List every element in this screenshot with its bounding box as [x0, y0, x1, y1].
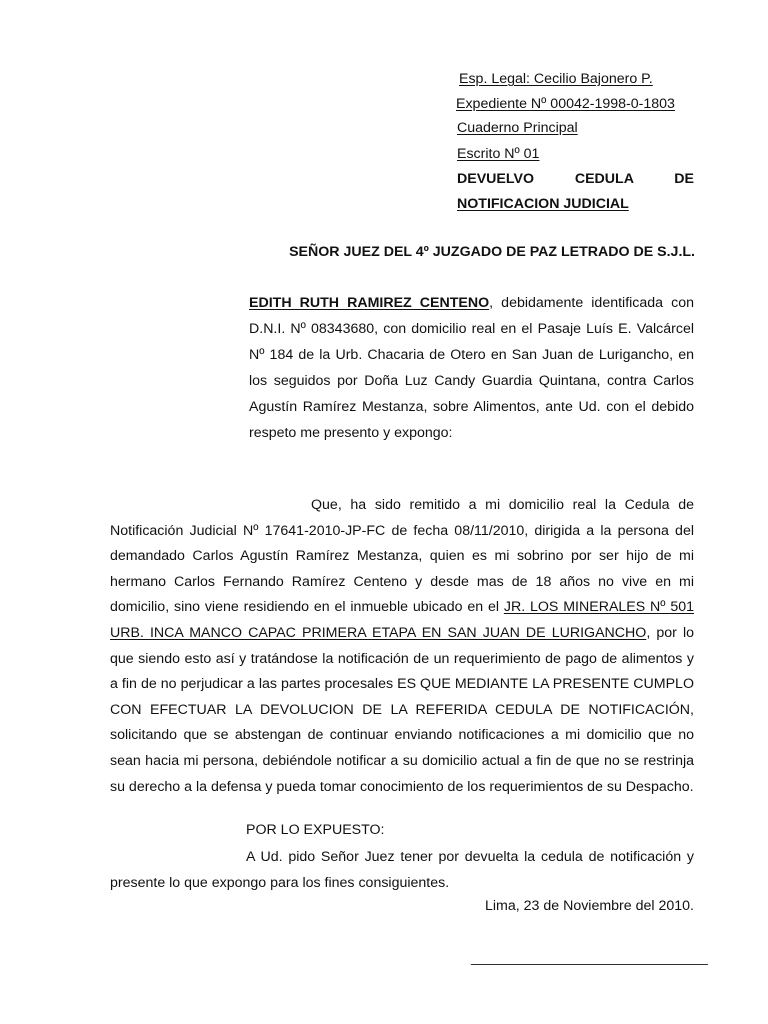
escrito-line: Escrito Nº 01 — [457, 146, 540, 162]
defendant-address: JR. LOS MINERALES Nº 501 URB. INCA MANCO CAPAC PRIMERA ETAPA EN SAN JUAN DE LURIGANCHO — [110, 599, 694, 641]
petition-paragraph: A Ud. pido Señor Juez tener por devuelta la cedula de notificación y presente lo que expongo para los fines consiguientes. — [110, 849, 694, 891]
signature-line: ______________________________ — [471, 950, 708, 966]
date-line: Lima, 23 de Noviembre del 2010. — [485, 898, 694, 914]
body-part-1: Que, ha sido remitido a mi domicilio real la Cedula de Notificación Judicial Nº 17641-2010-JP-FC de fecha 08/11/2010, dirigida a la persona del demandado Carlos Agustín Ramírez Mestanza, quien es mi sobrino por ser hijo de mi hermano Carlos Fernando Ramírez Centeno y desde mas de 18 años no vive en mi domicilio, sino viene residiendo en el inmueble ubicado en el — [110, 497, 694, 616]
body-paragraph — [110, 493, 694, 800]
especialista-line: Esp. Legal: Cecilio Bajonero P. — [459, 71, 653, 87]
sumilla-line-1: DEVUELVO CEDULA DE — [457, 171, 694, 187]
expediente-line: Expediente Nº 00042-1998-0-1803 — [456, 96, 675, 112]
applicant-name: EDITH RUTH RAMIREZ CENTENO — [249, 295, 490, 311]
addressee: SEÑOR JUEZ DEL 4º JUZGADO DE PAZ LETRADO DE S.J.L. — [289, 244, 695, 260]
sumilla-line-2 — [457, 192, 694, 218]
sumilla-line-2-text: NOTIFICACION JUDICIAL — [457, 196, 629, 212]
cuaderno-line: Cuaderno Principal — [457, 120, 578, 136]
intro-text: , debidamente identificada con D.N.I. Nº 08343680, con domicilio real en el Pasaje Luís E. Valcárcel Nº 184 de la Urb. Chacaria de Otero en San Juan de Lurigancho, en los seguidos por Doña Luz Candy Guardia Quintana, contra Carlos Agustín Ramírez Mestanza, sobre Alimentos, ante Ud. con el debido respeto me presento y expongo: — [249, 295, 694, 441]
por-lo-expuesto: POR LO EXPUESTO: — [246, 822, 385, 838]
body-part-2: , por lo que siendo esto así y tratándose la notificación de un requerimiento de pago de alimentos y a fin de no perjudicar a las partes procesales ES QUE MEDIANTE LA PRESENTE CUMPLO CON EFECTUAR LA DEVOLUCION DE LA REFERIDA CEDULA DE NOTIFICACIÓN, solicitando que se abstengan de continuar enviando notificaciones a mi domicilio que no sean hacia mi persona, debiéndole notificar a su domicilio actual a fin de que no se restrinja su derecho a la defensa y pueda tomar conocimiento de los requerimientos de su Despacho. — [110, 624, 695, 795]
intro-paragraph — [249, 291, 694, 446]
